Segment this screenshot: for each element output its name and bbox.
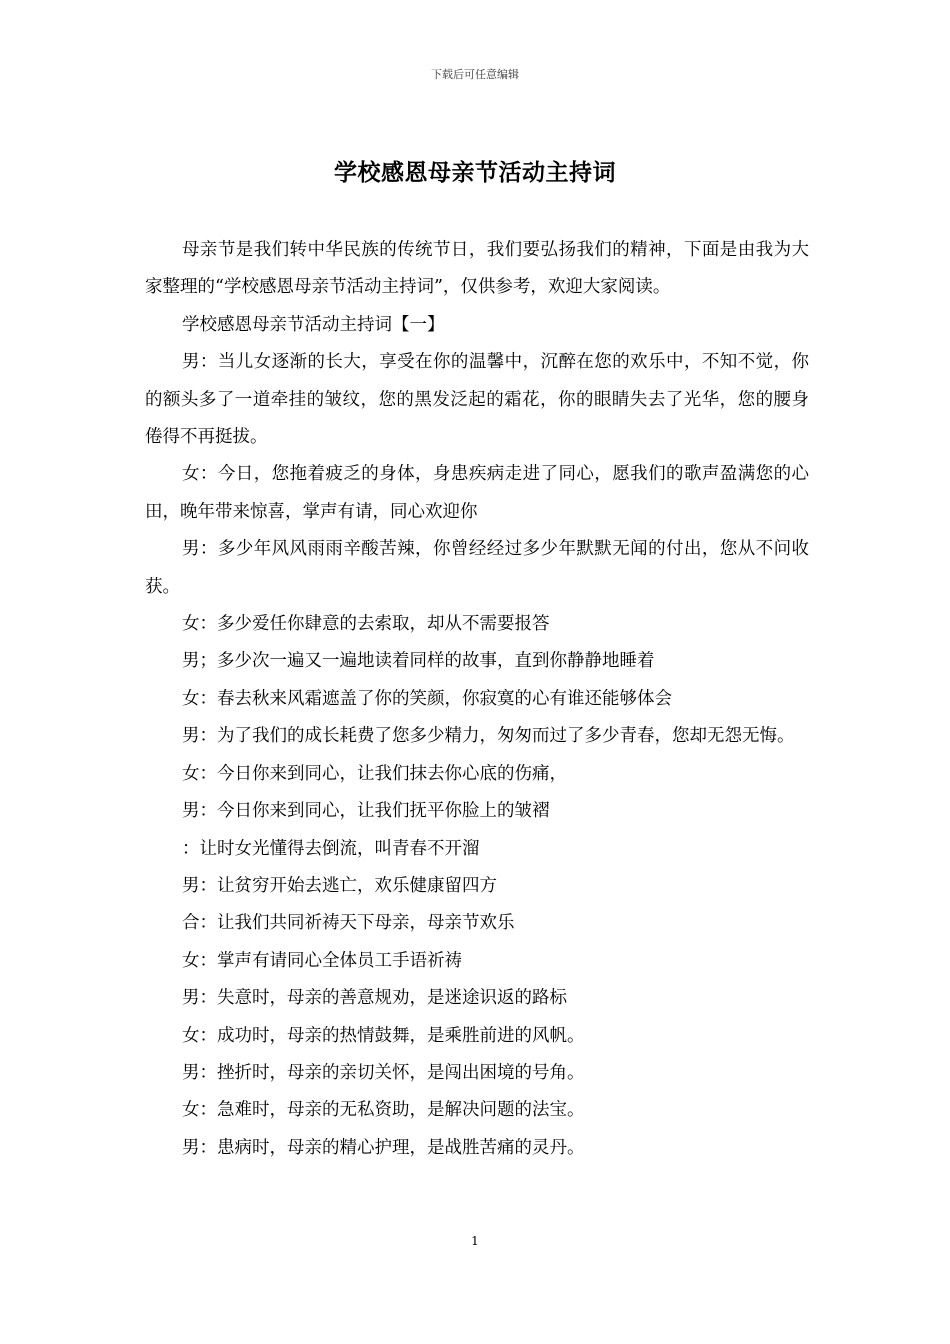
paragraph: 男：为了我们的成长耗费了您多少精力，匆匆而过了多少青春，您却无怨无悔。	[182, 726, 795, 747]
document-title: 学校感恩母亲节活动主持词	[334, 159, 616, 186]
document-body	[145, 232, 809, 1167]
paragraph: 男；多少次一遍又一遍地读着同样的故事，直到你静静地睡着	[182, 651, 655, 672]
paragraph: 女：掌声有请同心全体员工手语祈祷	[182, 950, 462, 971]
paragraph: 女：急难时，母亲的无私资助，是解决问题的法宝。	[182, 1100, 585, 1121]
paragraph: 男：多少年风风雨雨辛酸苦辣，你曾经经过多少年默默无闻的付出，您从不问收获。	[145, 539, 809, 597]
paragraph: 女：春去秋来风霜遮盖了你的笑颜，你寂寞的心有谁还能够体会	[182, 688, 672, 709]
paragraph: 女：成功时，母亲的热情鼓舞，是乘胜前进的风帆。	[182, 1025, 585, 1046]
page-number: 1	[471, 1234, 479, 1248]
paragraph: 男：失意时，母亲的善意规劝，是迷途识返的路标	[182, 988, 567, 1009]
paragraph: 男：今日你来到同心，让我们抚平你脸上的皱褶	[182, 801, 550, 822]
paragraph: 女：多少爱任你肆意的去索取，却从不需要报答	[182, 614, 550, 635]
paragraph: 女：今日，您拖着疲乏的身体，身患疾病走进了同心，愿我们的歌声盈满您的心田，晚年带来惊喜，掌声有请，同心欢迎你	[145, 464, 809, 522]
paragraph: 合：让我们共同祈祷天下母亲，母亲节欢乐	[182, 913, 515, 934]
section-heading: 学校感恩母亲节活动主持词【一】	[182, 314, 445, 335]
paragraph: 男：当儿女逐渐的长大，享受在你的温馨中，沉醉在您的欢乐中，不知不觉，你的额头多了一道牵挂的皱纹，您的黑发泛起的霜花，你的眼睛失去了光华，您的腰身倦得不再挺拔。	[145, 352, 809, 448]
paragraph: 男：让贫穷开始去逃亡，欢乐健康留四方	[182, 875, 497, 896]
paragraph: 男：挫折时，母亲的亲切关怀，是闯出困境的号角。	[182, 1062, 585, 1083]
page-header: 下载后可任意编辑	[431, 68, 519, 81]
paragraph: ：让时女光懂得去倒流，叫青春不开溜	[182, 838, 480, 859]
paragraph: 母亲节是我们转中华民族的传统节日，我们要弘扬我们的精神，下面是由我为大家整理的“学校感恩母亲节活动主持词”，仅供参考，欢迎大家阅读。	[145, 240, 809, 298]
paragraph: 女：今日你来到同心，让我们抹去你心底的伤痛，	[182, 763, 567, 784]
paragraph: 男：患病时，母亲的精心护理，是战胜苦痛的灵丹。	[182, 1137, 585, 1158]
